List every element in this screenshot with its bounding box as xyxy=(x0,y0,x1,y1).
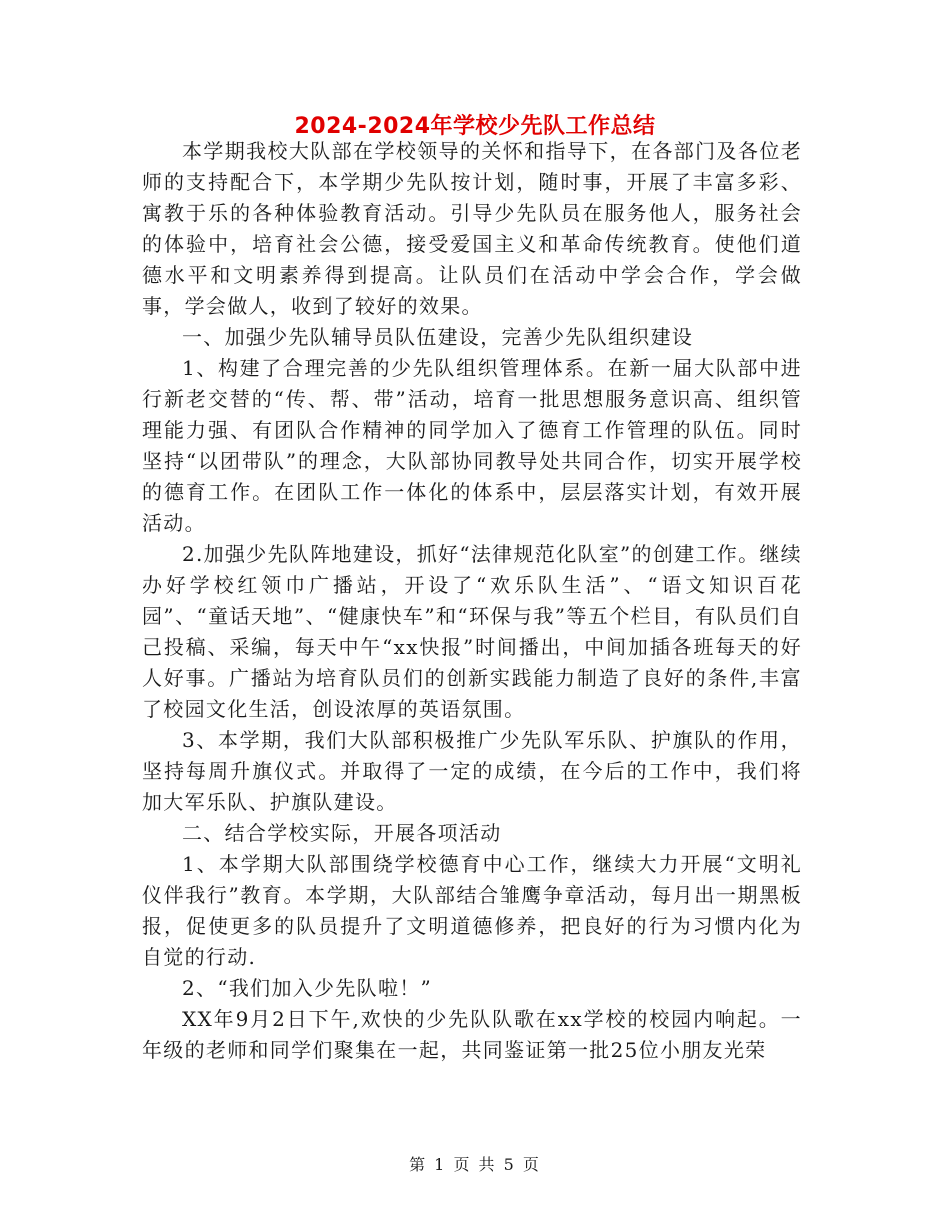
paragraph-1-2: 2.加强少先队阵地建设，抓好“法律规范化队室”的创建工作。继续办好学校红领巾广播站，开设了“欢乐队生活”、“语文知识百花园”、“童话天地”、“健康快车”和“环保与我”等五个栏目，有队员们自己投稿、采编，每天中午“xx快报”时间播出，中间加插各班每天的好人好事。广播站为培育队员们的创新实践能力制造了良好的条件,丰富了校园文化生活，创设浓厚的英语氛围。 xyxy=(142,542,802,721)
paragraph-1-3: 3、本学期，我们大队部积极推广少先队军乐队、护旗队的作用，坚持每周升旗仪式。并取得了一定的成绩，在今后的工作中，我们将加大军乐队、护旗队建设。 xyxy=(142,728,802,814)
intro-paragraph: 本学期我校大队部在学校领导的关怀和指导下，在各部门及各位老师的支持配合下，本学期少先队按计划，随时事，开展了丰富多彩、寓教于乐的各种体验教育活动。引导少先队员在服务他人，服务社会的体验中，培育社会公德，接受爱国主义和革命传统教育。使他们道德水平和文明素养得到提高。让队员们在活动中学会合作，学会做事，学会做人，收到了较好的效果。 xyxy=(142,139,802,318)
paragraph-2-1: 1、本学期大队部围绕学校德育中心工作，继续大力开展“文明礼仪伴我行”教育。本学期，大队部结合雏鹰争章活动，每月出一期黑板报，促使更多的队员提升了文明道德修养，把良好的行为习惯内化为自觉的行动. xyxy=(142,852,802,969)
section-heading-1: 一、加强少先队辅导员队伍建设，完善少先队组织建设 xyxy=(182,325,694,349)
section-heading-2: 二、结合学校实际，开展各项活动 xyxy=(182,821,502,845)
document-body xyxy=(142,136,802,1066)
page-footer: 第 1 页 共 5 页 xyxy=(409,1155,541,1174)
paragraph-1-1: 1、构建了合理完善的少先队组织管理体系。在新一届大队部中进行新老交替的“传、帮、带”活动，培育一批思想服务意识高、组织管理能力强、有团队合作精神的同学加入了德育工作管理的队伍。同时坚持“以团带队”的理念，大队部协同教导处共同合作，切实开展学校的德育工作。在团队工作一体化的体系中，层层落实计划，有效开展活动。 xyxy=(142,356,802,535)
paragraph-2-2-heading: 2、“我们加入少先队啦！” xyxy=(182,976,433,1000)
paragraph-2-2: XX年9月2日下午,欢快的少先队队歌在xx学校的校园内响起。一年级的老师和同学们聚集在一起，共同鉴证第一批25位小朋友光荣 xyxy=(142,1007,802,1062)
document-title: 2024-2024年学校少先队工作总结 xyxy=(294,114,656,139)
